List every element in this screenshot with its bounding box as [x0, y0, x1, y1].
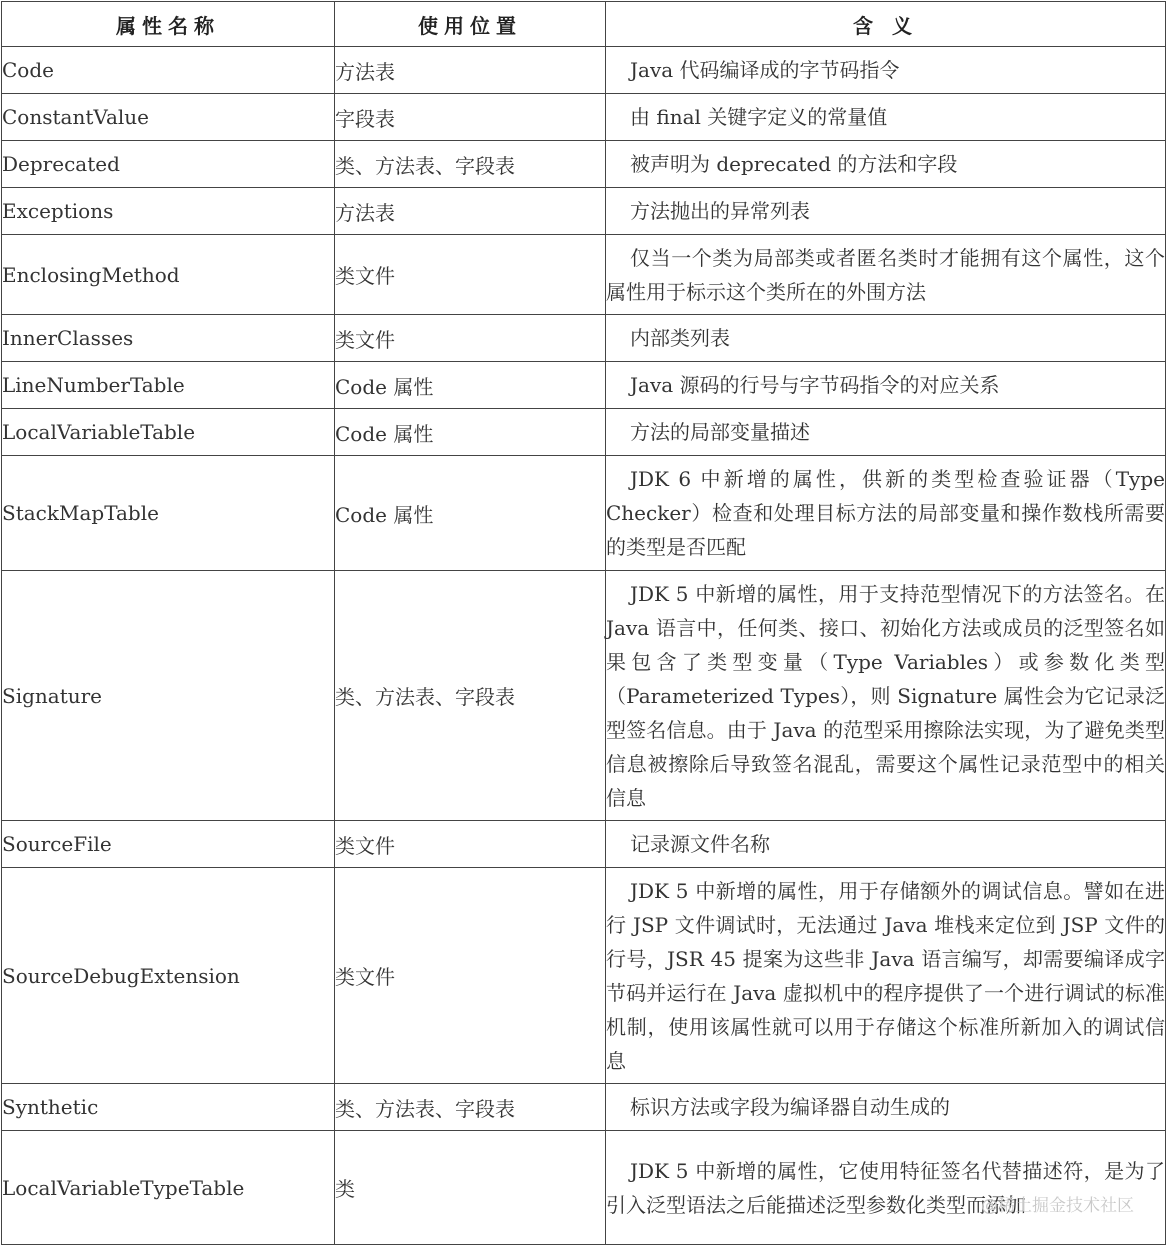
header-row — [2, 2, 1166, 47]
meaning-cell — [606, 409, 1166, 456]
usage-location-cell: 方法表 — [335, 47, 606, 94]
meaning-cell — [606, 235, 1166, 315]
usage-location-cell: 类、方法表、字段表 — [335, 1084, 606, 1131]
meaning-cell — [606, 188, 1166, 235]
header-location: 使用位置 — [335, 2, 606, 47]
attribute-name-cell: Exceptions — [2, 188, 335, 235]
usage-location-cell: 字段表 — [335, 94, 606, 141]
watermark: @稀土掘金技术社区 — [981, 1196, 1134, 1216]
usage-location-cell: Code 属性 — [335, 456, 606, 571]
table-row — [2, 47, 1166, 94]
meaning-text: 内部类列表 — [630, 326, 730, 350]
attribute-name-cell: Deprecated — [2, 141, 335, 188]
meaning-cell — [606, 141, 1166, 188]
attribute-name-cell: LocalVariableTypeTable — [2, 1131, 335, 1245]
meaning-cell — [606, 1084, 1166, 1131]
usage-location-cell: 类、方法表、字段表 — [335, 141, 606, 188]
meaning-cell — [606, 47, 1166, 94]
meaning-text: Java 代码编译成的字节码指令 — [630, 58, 900, 82]
meaning-text: JDK 5 中新增的属性，它使用特征签名代替描述符，是为了引入泛型语法之后能描述泛型参数化类型而添加 — [606, 1158, 1165, 1217]
meaning-text: JDK 5 中新增的属性，用于支持范型情况下的方法签名。在 Java 语言中，任何类、接口、初始化方法或成员的泛型签名如果包含了类型变量（Type Variables）或参数化类型（Parameterized Types），则 Signature 属性会为它记录泛型签名信息。由于 Java 的范型采用擦除法实现，为了避免类型信息被擦除后导致签名混乱，需要这个属性记录范型中的相关信息 — [606, 581, 1165, 810]
meaning-text: 由 final 关键字定义的常量值 — [630, 105, 888, 129]
attribute-name-cell: ConstantValue — [2, 94, 335, 141]
meaning-cell — [606, 456, 1166, 571]
table-row — [2, 141, 1166, 188]
table-row — [2, 188, 1166, 235]
attribute-name-cell: LocalVariableTable — [2, 409, 335, 456]
meaning-cell — [606, 571, 1166, 821]
usage-location-cell: 类文件 — [335, 315, 606, 362]
header-name: 属性名称 — [2, 2, 335, 47]
meaning-cell — [606, 315, 1166, 362]
usage-location-cell: 方法表 — [335, 188, 606, 235]
table-row — [2, 235, 1166, 315]
meaning-cell — [606, 1131, 1166, 1245]
usage-location-cell: 类、方法表、字段表 — [335, 571, 606, 821]
usage-location-cell: Code 属性 — [335, 362, 606, 409]
meaning-text: JDK 6 中新增的属性，供新的类型检查验证器（Type Checker）检查和处理目标方法的局部变量和操作数栈所需要的类型是否匹配 — [606, 467, 1165, 559]
table-row — [2, 94, 1166, 141]
table-row — [2, 315, 1166, 362]
attribute-name-cell: EnclosingMethod — [2, 235, 335, 315]
attribute-name-cell: Synthetic — [2, 1084, 335, 1131]
attribute-name-cell: LineNumberTable — [2, 362, 335, 409]
meaning-cell — [606, 821, 1166, 868]
usage-location-cell: 类文件 — [335, 821, 606, 868]
table-row — [2, 868, 1166, 1084]
meaning-text: JDK 5 中新增的属性，用于存储额外的调试信息。譬如在进行 JSP 文件调试时，无法通过 Java 堆栈来定位到 JSP 文件的行号，JSR 45 提案为这些非 Java 语言编写，却需要编译成字节码并运行在 Java 虚拟机中的程序提供了一个进行调试的标准机制，使用该属性就可以用于存储这个标准所新加入的调试信息 — [606, 878, 1165, 1073]
meaning-text: 记录源文件名称 — [630, 832, 770, 856]
table-row — [2, 409, 1166, 456]
attribute-name-cell: Code — [2, 47, 335, 94]
meaning-text: 被声明为 deprecated 的方法和字段 — [630, 152, 958, 176]
meaning-cell — [606, 94, 1166, 141]
attribute-name-cell: StackMapTable — [2, 456, 335, 571]
meaning-cell — [606, 362, 1166, 409]
attribute-name-cell: SourceDebugExtension — [2, 868, 335, 1084]
meaning-cell — [606, 868, 1166, 1084]
usage-location-cell: 类文件 — [335, 868, 606, 1084]
meaning-text: 仅当一个类为局部类或者匿名类时才能拥有这个属性，这个属性用于标示这个类所在的外围方法 — [606, 245, 1165, 304]
attribute-name-cell: Signature — [2, 571, 335, 821]
meaning-text: Java 源码的行号与字节码指令的对应关系 — [630, 373, 1000, 397]
table-row — [2, 1084, 1166, 1131]
table-row — [2, 456, 1166, 571]
attribute-name-cell: SourceFile — [2, 821, 335, 868]
header-meaning: 含 义 — [606, 2, 1166, 47]
meaning-text: 方法抛出的异常列表 — [630, 199, 810, 223]
table-row — [2, 571, 1166, 821]
attribute-name-cell: InnerClasses — [2, 315, 335, 362]
usage-location-cell: 类文件 — [335, 235, 606, 315]
table-row — [2, 1131, 1166, 1245]
usage-location-cell: 类 — [335, 1131, 606, 1245]
table-row — [2, 362, 1166, 409]
attribute-table — [1, 1, 1166, 1245]
table-row — [2, 821, 1166, 868]
usage-location-cell: Code 属性 — [335, 409, 606, 456]
meaning-text: 标识方法或字段为编译器自动生成的 — [630, 1095, 950, 1119]
meaning-text: 方法的局部变量描述 — [630, 420, 810, 444]
